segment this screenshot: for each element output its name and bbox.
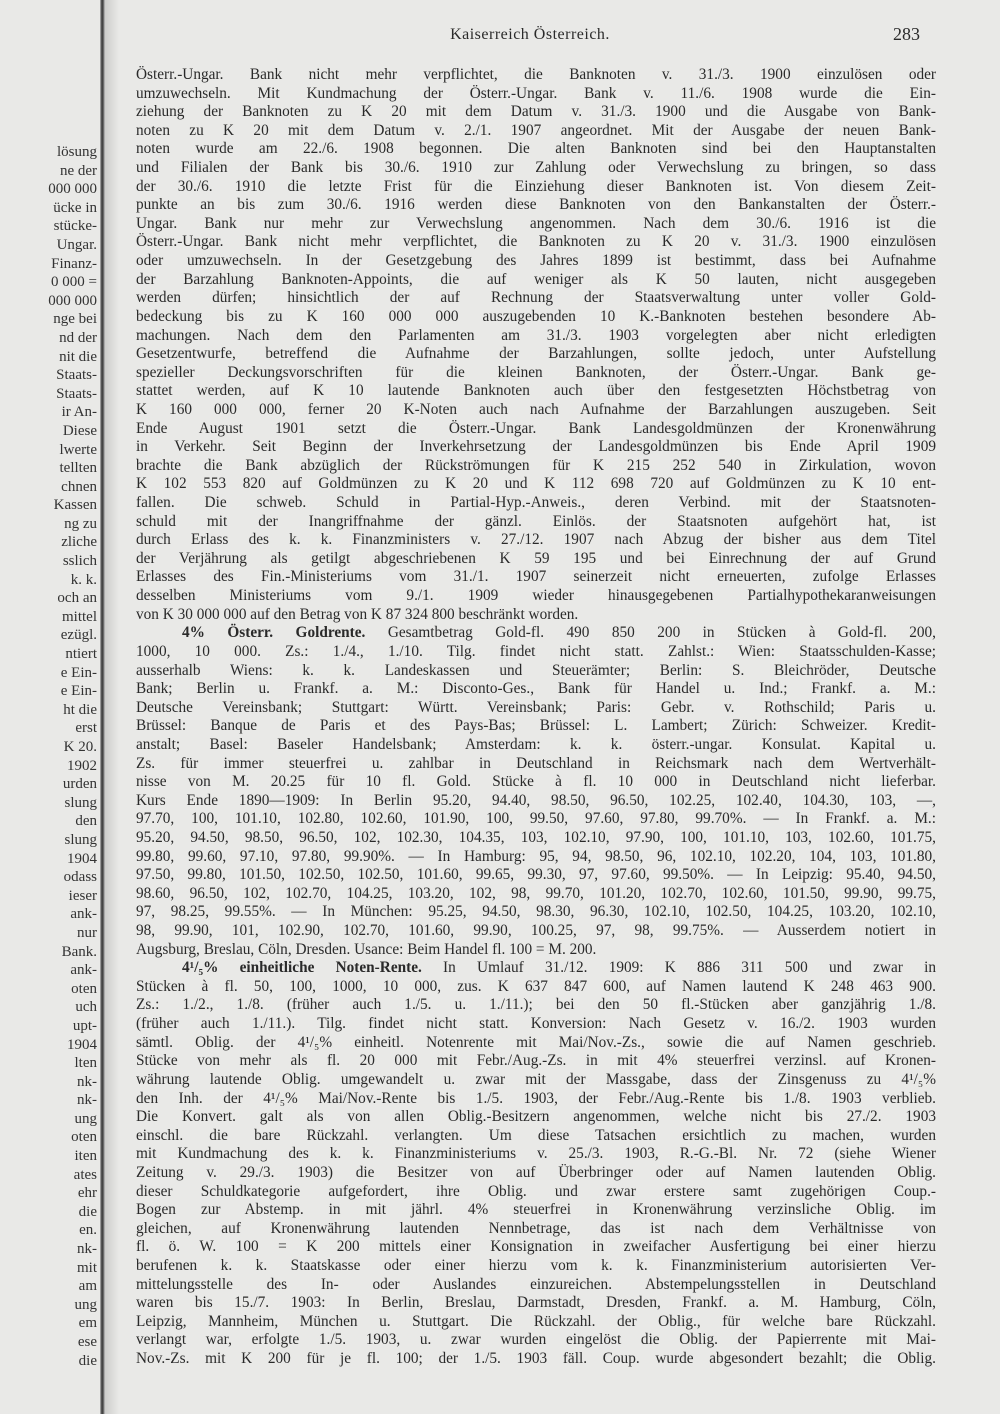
text-line: einschl. die bare Rückzahl. verlangten. Um diese Tatsachen ersichtlich zu machen, wurden	[136, 1126, 936, 1144]
text-line: Brüssel: Banque de Paris et des Pays-Bas; Brüssel: L. Lambert; Zürich: Schweizer. Kredit-	[136, 717, 936, 735]
text-line: 97, 98.25, 99.55%. — In München: 95.25, 94.50, 98.30, 96.30, 102.10, 102.50, 104.25, 103.20, 102.10,	[136, 903, 936, 921]
text-line: Gesetzentwurfe, betreffend die Aufnahme der Barzahlungen, sollte jedoch, unter Aufstellung	[136, 345, 936, 363]
paragraph-first-line	[136, 959, 936, 978]
facing-page-fragment: ung	[74, 1110, 97, 1127]
facing-page-fragment: K 20.	[63, 739, 97, 755]
text-line: Österr.-Ungar. Bank nicht mehr verpflichtet, die Banknoten v. 31./3. 1900 einzulösen oder	[136, 66, 936, 83]
text-line: Österr.-Ungar. Bank nicht mehr verpflichtet, die Banknoten zu K 20 v. 31./3. 1900 einzulösen	[136, 233, 936, 251]
text-line: der Barzahlung Banknoten-Appoints, die auf weniger als K 50 lauten, nicht ausgegeben	[136, 270, 936, 288]
facing-page-fragment: nk-	[77, 1241, 97, 1258]
facing-page-fragment: k. k.	[70, 571, 97, 588]
text-line: währung lautende Oblig. umgewandelt u. zwar mit der Massgabe, dass der Zinsgenuss zu 4¹/₅%	[136, 1070, 936, 1088]
text-line: den Inh. der 4¹/₅% Mai/Nov.-Rente bis 1./5. 1903, der Febr./Aug.-Rente bis 1./8. 1903 verblieb.	[136, 1089, 936, 1107]
text-line: 99.80, 99.60, 97.10, 97.80, 99.90%. — In Hamburg: 95, 94, 98.50, 96, 102.10, 102.20, 104, 103, 101.80,	[136, 847, 936, 865]
text-line: Stücke von mehr als fl. 20 000 mit Febr./Aug.-Zs. in mit 4% steuerfrei verzinsl. auf Kronen-	[136, 1052, 936, 1070]
text-line: desselben Ministeriums vom 9./1. 1909 wieder hinausgegebenen Partialhypothekaranweisungen	[136, 587, 936, 605]
text-line: Zs.: 1./2., 1./8. (früher auch 1./5. u. 1./11.); bei den 50 fl.-Stücken aber ganzjährig 1./8.	[136, 996, 936, 1014]
facing-page-fragment: ntiert	[65, 646, 97, 663]
facing-page-fragment: 1904	[67, 850, 97, 867]
facing-page-fragment: sslich	[62, 553, 97, 570]
text-line: fl. ö. W. 100 = K 200 mittels einer Konsignation in zweifacher Ausfertigung bei einer hierzu	[136, 1238, 936, 1256]
paragraph-first-line	[136, 624, 936, 643]
facing-page-fragment: slung	[64, 794, 97, 811]
facing-page-fragment: ir An-	[61, 404, 97, 421]
facing-page-fragment: 0 000 =	[51, 274, 97, 291]
facing-page-fragment: urden	[62, 776, 97, 793]
facing-page-fragment: ese	[77, 1334, 97, 1350]
facing-page-fragment: em	[78, 1315, 97, 1332]
text-line: gleichen, auf Kronenwährung lautenden Nennbetrage, das ist nach dem Verhältnisse von	[136, 1219, 936, 1237]
facing-page-fragment: erst	[75, 720, 97, 737]
facing-page-fragment: och an	[57, 590, 97, 607]
facing-page-fragment: odass	[63, 869, 97, 886]
section-heading: 4% Österr. Goldrente.	[182, 624, 366, 642]
text-line: noten zu K 20 mit dem Datum v. 2./1. 1907 angeordnet. Mit der Ausgabe der neuen Bank-	[136, 121, 936, 139]
facing-page-fragment: ung	[74, 1296, 97, 1313]
section-heading: 4¹/₅% einheitliche Noten-Rente.	[182, 959, 422, 977]
text-line: Die Konvert. galt als von allen Oblig.-Besitzern angenommen, welche nicht bis 27./2. 1903	[136, 1108, 936, 1126]
text-line: mit Kundmachung des k. k. Finanzministeriums v. 25./3. 1903, R.-G.-Bl. Nr. 72 (siehe Wiener	[136, 1145, 936, 1163]
text-line: dieser Schuldkategorie aufgefordert, ihre Oblig. und zwar erstere samt zugehörigen Coup.-	[136, 1182, 936, 1200]
facing-page-fragment: iten	[74, 1148, 97, 1165]
facing-page-fragment: Bank.	[61, 943, 97, 960]
text-line: verlangt war, erfolgte 1./5. 1903, u. zwar wurden eingelöst die Oblig. der Papierrente mit Mai-	[136, 1331, 936, 1349]
facing-page-fragment: ank-	[70, 906, 97, 923]
facing-page-fragment: 1904	[67, 1036, 97, 1053]
text-line: Erlasses des Fin.-Ministeriums vom 31./1. 1907 seinerzeit nicht erneuerten, zufolge Erlasses	[136, 568, 936, 586]
facing-page-fragment: Finanz-	[51, 255, 97, 272]
text-line: Ungar. Bank nur mehr zur Verwechslung angenommen. Nach dem 30./6. 1916 ist die	[136, 214, 936, 232]
text-line: bedeckung bis zu K 160 000 000 auszugebenden 10 K.-Banknoten bestehen besondere Ab-	[136, 307, 936, 325]
facing-page-fragment: zliche	[61, 534, 97, 551]
text-segment: In Umlauf 31./12. 1909: K 886 311 500 und zwar in	[421, 959, 936, 977]
facing-page-fragment: oten	[71, 980, 97, 997]
text-line: Nov.-Zs. mit K 200 für je fl. 100; der 1./5. 1903 fäll. Coup. wurde abgesondert bezahlt; die Oblig.	[136, 1350, 936, 1368]
facing-page-fragment: nk-	[77, 1073, 97, 1090]
text-line: 97.70, 100, 101.10, 102.80, 102.60, 101.90, 100, 99.50, 97.60, 97.80, 99.70%. — In Frankf. a. M.:	[136, 810, 936, 828]
text-line: sämtl. Oblig. der 4¹/₅% einheitl. Notenrente mit Mai/Nov.-Zs., sowie die auf Namen geschrieb.	[136, 1033, 936, 1051]
text-line: Zeitung v. 29./3. 1903) die Besitzer von auf Überbringer oder auf Namen lautenden Oblig.	[136, 1163, 936, 1181]
text-line: und Filialen der Bank bis 30./6. 1910 zur Zahlung oder Verwechslung zu bringen, so dass	[136, 159, 936, 177]
text-line: 98, 99.90, 101, 102.90, 102.70, 101.60, 99.90, 100.25, 97, 98, 99.75%. — Ausserdem notiert in	[136, 922, 936, 940]
facing-page-fragment: Staats-	[56, 385, 97, 402]
text-line: brachte die Bank abzüglich der Rückströmungen für K 215 252 540 in Zirkulation, wovon	[136, 456, 936, 474]
text-line: durch Erlass des k. k. Finanzministers v. 27./12. 1907 nach Abzug der bisher aus dem Titel	[136, 531, 936, 549]
text-line: 1000, 10 000. Zs.: 1./4., 1./10. Tilg. findet nicht statt. Zahlst.: Wien: Staatsschulden-Kasse;	[136, 642, 936, 660]
facing-page-fragment: ehr	[77, 1185, 97, 1202]
facing-page-fragment: e Ein-	[60, 664, 97, 681]
text-line: nisse von M. 20.25 für 10 fl. Gold. Stücke à fl. 10 000 in Deutschland nicht lieferbar.	[136, 773, 936, 791]
facing-page-fragment: chnen	[61, 478, 97, 495]
text-line: mittelungsstelle des In- oder Auslandes einzureichen. Abstempelungsstellen in Deutschland	[136, 1275, 936, 1293]
facing-page-fragment: Diese	[62, 422, 97, 439]
text-line: anstalt; Basel: Baseler Handelsbank; Amsterdam: k. k. österr.-ungar. Konsulat. Kapital u.	[136, 735, 936, 753]
text-line: ausserhalb Wiens: k. k. Landeskassen und Steuerämter; Berlin: S. Bleichröder, Deutsche	[136, 661, 936, 679]
text-line: berufenen k. k. Staatskasse oder einer hierzu vom k. k. Finanzministerium autorisierten Ver-	[136, 1257, 936, 1274]
text-line: stattet werden, auf K 10 lautende Banknoten auch über den festgesetzten Höchstbetrag von	[136, 382, 936, 400]
text-line: Ende August 1901 setzt die Österr.-Ungar. Bank Landesgoldmünzen der Kronenwährung	[136, 419, 936, 437]
facing-page-fragment: 1902	[67, 757, 97, 774]
text-line: K 160 000 000, ferner 20 K-Noten auch nach Aufnahme der Barzahlungen auszugeben. Seit	[136, 400, 936, 418]
text-line: 98.60, 96.50, 102, 102.70, 104.25, 103.20, 102, 98, 99.70, 101.20, 102.70, 102.60, 101.50, 99.90, 99.75,	[136, 884, 936, 902]
facing-page-fragment: die	[78, 1203, 97, 1220]
text-line: 97.50, 99.80, 101.50, 102.50, 102.50, 101.60, 99.65, 99.30, 97, 97.60, 99.50%. — In Leipzig: 95.40, 94.50,	[136, 866, 936, 884]
facing-page-fragment: tellten	[59, 460, 97, 477]
facing-page-fragment: nd der	[59, 329, 97, 346]
text-line: noten wurde am 22./6. 1908 begonnen. Die alten Banknoten sind bei den Hauptanstalten	[136, 140, 936, 158]
facing-page-fragment: stücke-	[53, 218, 97, 235]
facing-page-fragment: e Ein-	[60, 683, 97, 700]
facing-page-fragment: ates	[73, 1166, 97, 1183]
facing-page-fragment: uch	[75, 999, 97, 1016]
text-line: von K 30 000 000 auf den Betrag von K 87 324 800 beschränkt worden.	[136, 605, 579, 623]
paragraph	[136, 624, 936, 959]
text-line: werden dürfen; hinsichtlich der auf Rechnung der Staatsverwaltung unter voller Gold-	[136, 289, 936, 307]
text-line: oder umzuwechseln. In der Gesetzgebung des Jahres 1899 ist bestimmt, dass bei Aufnahme	[136, 252, 936, 270]
text-line: der Verjährung als getilgt abgeschriebenen K 59 195 und bei Einrechnung der auf Grund	[136, 549, 936, 567]
facing-page-fragment: upt-	[72, 1017, 97, 1034]
text-line: umzuwechseln. Mit Kundmachung der Österr.-Ungar. Bank v. 11./6. 1908 wurde die Ein-	[136, 84, 936, 102]
main-text-column	[136, 66, 936, 1369]
text-line: Bogen zur Abstemp. in mit jährl. 4% steuerfrei in Kronenwährung verzinsliche Oblig. im	[136, 1201, 936, 1219]
binding-shadow	[105, 0, 119, 1414]
facing-page-fragment: nk-	[77, 1092, 97, 1109]
facing-page-fragment: am	[78, 1278, 97, 1295]
text-line: 95.20, 94.50, 98.50, 96.50, 102, 102.30, 104.35, 103, 102.10, 97.90, 100, 101.10, 103, 102.60, 101.75,	[136, 828, 936, 846]
text-line: fallen. Die schweb. Schuld in Partial-Hyp.-Anweis., deren Verbind. mit der Staatsnoten-	[136, 494, 936, 512]
running-header-title: Kaiserreich Österreich.	[450, 26, 610, 43]
facing-page-fragment: nit die	[59, 348, 97, 365]
text-line: Bank; Berlin u. Frankf. a. M.: Disconto-Ges., Bank für Handel u. Ind.; Frankf. a. M.:	[136, 680, 936, 698]
facing-page-fragments	[0, 143, 97, 1370]
page-number: 283	[893, 24, 920, 44]
facing-page-fragment: den	[75, 813, 97, 830]
facing-page-fragment: Ungar.	[56, 236, 97, 253]
facing-page-fragment: ieser	[68, 887, 97, 904]
facing-page-fragment: slung	[64, 831, 97, 848]
text-line: K 102 553 820 auf Goldmünzen zu K 20 und K 112 698 720 auf Goldmünzen zu K 10 ent-	[136, 475, 936, 493]
facing-page-fragment: ank-	[70, 962, 97, 979]
facing-page-fragment: ezügl.	[60, 627, 97, 644]
facing-page-fragment: Kassen	[53, 497, 97, 514]
text-line: (früher auch 1./11.). Tilg. findet nicht statt. Konversion: Nach Gesetz v. 16./2. 1903 wurden	[136, 1015, 936, 1033]
text-line: waren bis 15./7. 1903: In Berlin, Breslau, Darmstadt, Dresden, Frankf. a. M. Hamburg, Cöln,	[136, 1294, 936, 1312]
facing-page-fragment: ne der	[59, 162, 97, 179]
facing-page-fragment: nge bei	[53, 311, 97, 328]
text-line: Deutsche Vereinsbank; Stuttgart: Württ. Vereinsbank; Paris: Gebr. v. Rothschild; Paris u.	[136, 698, 936, 716]
text-line: machungen. Nach dem den Parlamenten am 31./3. 1903 vorgelegten aber nicht erledigten	[136, 326, 936, 344]
facing-page-fragment: lösung	[56, 144, 97, 160]
facing-page-fragment: ücke in	[53, 199, 97, 216]
facing-page-fragment: 000 000	[48, 181, 97, 198]
text-line: spezieller Deckungsvorschriften für die kleinen Banknoten, der Österr.-Ungar. Bank ge-	[136, 363, 936, 381]
text-line: Stücken à fl. 50, 100, 1000, 10 000, zus. K 637 847 600, auf Namen lautend K 248 463 900.	[136, 977, 936, 995]
paragraph	[136, 66, 936, 624]
text-line: ziehung der Banknoten zu K 20 mit dem Datum v. 31./3. 1900 und die Ausgabe von Bank-	[136, 103, 936, 121]
text-line: Leipzig, Mannheim, München u. Stuttgart. Die Rückzahl. der Oblig., für welche bare Rückzahl.	[136, 1312, 936, 1330]
facing-page-fragment: die	[78, 1352, 97, 1369]
facing-page-fragment: lwerte	[59, 441, 97, 458]
facing-page-fragment: ht die	[63, 701, 97, 718]
text-segment: Gesamtbetrag Gold-fl. 490 850 200 in Stücken à Gold-fl. 200,	[365, 624, 936, 642]
facing-page-fragment: lten	[74, 1055, 97, 1072]
paragraph	[136, 959, 936, 1368]
facing-page-fragment: Staats-	[56, 367, 97, 384]
facing-page-fragment: oten	[71, 1129, 97, 1146]
facing-page-fragment: nur	[77, 924, 97, 941]
text-line: in Verkehr. Seit Beginn der Inverkehrsetzung der Landesgoldmünzen bis Ende April 1909	[136, 438, 936, 456]
facing-page-fragment: ng zu	[64, 515, 97, 532]
text-line: punkte an bis zum 30./6. 1916 werden diese Banknoten von den Bankanstalten der Österr.-	[136, 196, 936, 214]
text-line: schuld mit der Inangriffnahme der gänzl. Einlös. der Staatsnoten aufgehört hat, ist	[136, 512, 936, 530]
text-line: Kurs Ende 1890—1909: In Berlin 95.20, 94.40, 98.50, 96.50, 102.25, 102.40, 104.30, 103, —,	[136, 791, 936, 809]
facing-page-fragment: en.	[79, 1222, 97, 1239]
facing-page-fragment: 000 000	[48, 292, 97, 309]
text-line: Zs. für immer steuerfrei u. zahlbar in Deutschland in Reichsmark nach dem Wertverhält-	[136, 754, 936, 772]
text-line: Augsburg, Breslau, Cöln, Dresden. Usance: Beim Handel fl. 100 = M. 200.	[136, 940, 597, 958]
facing-page-fragment: mit	[76, 1259, 97, 1276]
text-line: der 30./6. 1910 die letzte Frist für die Einziehung dieser Banknoten ist. Von diesem Zeit-	[136, 177, 936, 195]
facing-page-fragment: mittel	[62, 608, 97, 625]
